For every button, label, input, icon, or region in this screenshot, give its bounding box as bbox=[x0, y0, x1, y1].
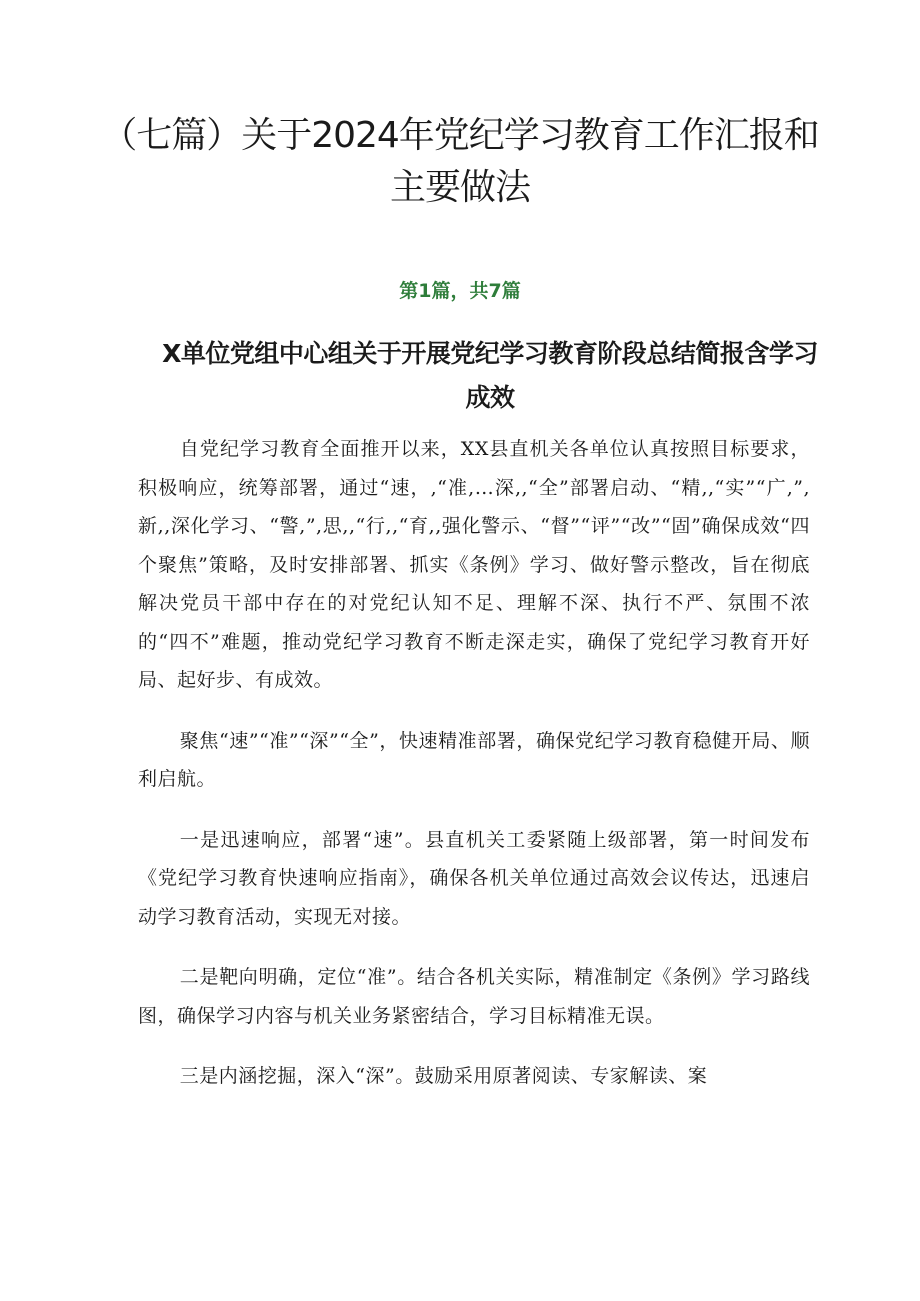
section-label: 第1篇，共7篇 bbox=[399, 280, 521, 302]
document-title: （七篇）关于2024年党纪学习教育工作汇报和主要做法 bbox=[101, 115, 819, 208]
paragraph: 一是迅速响应，部署“速”。县直机关工委紧随上级部署，第一时间发布《党纪学习教育快速响应指南》，确保各机关单位通过高效会议传达，迅速启动学习教育活动，实现无对接。 bbox=[138, 828, 810, 928]
paragraph: 三是内涵挖掘，深入“深”。鼓励采用原著阅读、专家解读、案 bbox=[179, 1065, 708, 1087]
paragraph: 聚焦“速”“准”“深”“全”，快速精准部署，确保党纪学习教育稳健开局、顺利启航。 bbox=[138, 729, 810, 790]
paragraph: 自党纪学习教育全面推开以来，XX县直机关各单位认真按照目标要求，积极响应，统筹部署，通过“速，,“准,…深,,“全”部署启动、“精,,“实”“广,”,新,,深化学习、“警,”,思,,“行,,“育,,强化警示、“督”“评”“改”“固”确保成效“四个聚焦”策略，及时安排部署、抓实《条例》学习、做好警示整改，旨在彻底解决党员干部中存在的对党纪认知不足、理解不深、执行不严、氛围不浓的“四不”难题，推动党纪学习教育不断走深走实，确保了党纪学习教育开好局、起好步、有成效。 bbox=[138, 438, 810, 691]
article-subtitle: X单位党组中心组关于开展党纪学习教育阶段总结简报含学习成效 bbox=[162, 339, 818, 412]
paragraph: 二是靶向明确，定位“准”。结合各机关实际，精准制定《条例》学习路线图，确保学习内容与机关业务紧密结合，学习目标精准无误。 bbox=[138, 966, 810, 1027]
article-body bbox=[138, 430, 810, 1118]
